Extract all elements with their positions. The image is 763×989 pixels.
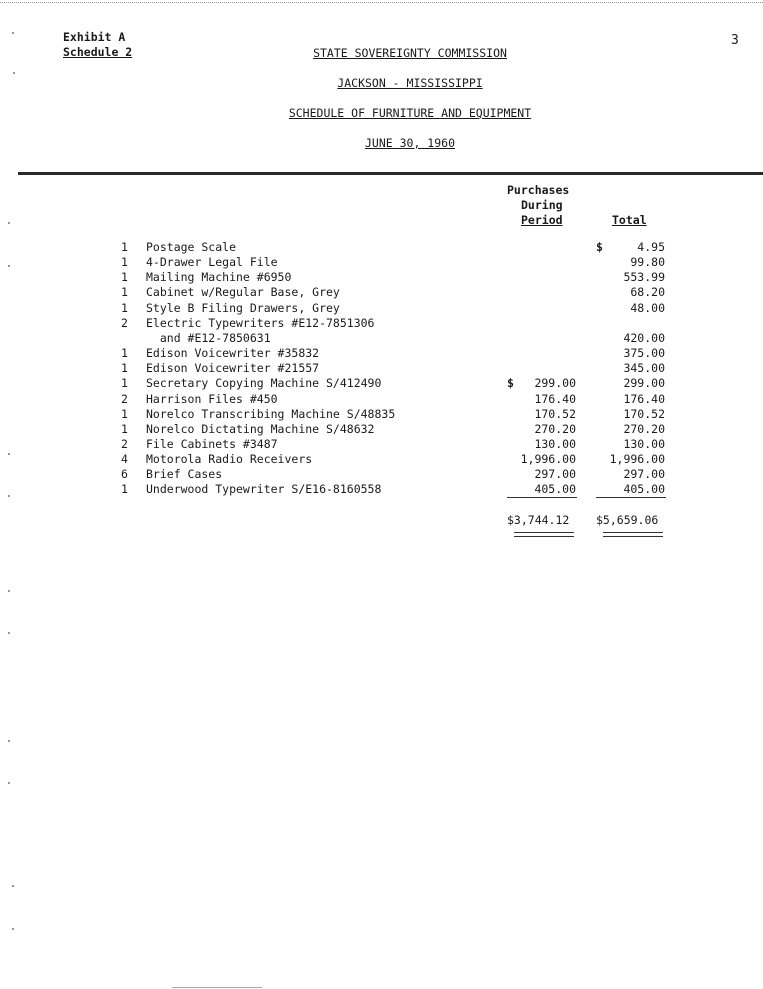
item-purchases: 130.00	[534, 436, 576, 451]
table-row	[0, 285, 763, 300]
item-qty: 1	[121, 482, 128, 497]
table-row	[0, 392, 763, 407]
schedule-title: SCHEDULE OF FURNITURE AND EQUIPMENT	[288, 106, 532, 120]
total-double-rule	[603, 532, 663, 537]
purchases-double-rule	[514, 532, 574, 537]
table-row	[0, 331, 763, 346]
scan-speck	[8, 632, 10, 634]
item-purchases: 299.00	[534, 376, 576, 391]
table-row	[0, 467, 763, 482]
table-row	[0, 346, 763, 361]
scan-speck	[8, 782, 10, 784]
item-qty: 2	[121, 391, 128, 406]
item-qty: 2	[121, 436, 128, 451]
table-row	[0, 482, 763, 497]
table-row	[0, 270, 763, 285]
item-description: Brief Cases	[146, 467, 223, 482]
exhibit-label: Exhibit A	[63, 30, 126, 44]
item-description: Edison Voicewriter #35832	[146, 346, 320, 361]
total-dollar-sign: $	[596, 240, 603, 254]
item-qty: 1	[121, 346, 128, 361]
item-qty: 1	[121, 300, 128, 315]
item-purchases: 1,996.00	[520, 452, 576, 467]
purchases-grand-total: $3,744.12	[507, 513, 570, 527]
page-number: 3	[731, 33, 739, 48]
table-row	[0, 422, 763, 437]
item-qty: 1	[121, 270, 128, 285]
scan-speck	[8, 740, 10, 742]
item-qty: 1	[121, 361, 128, 376]
table-row	[0, 316, 763, 331]
purchases-dollar-sign: $	[507, 376, 514, 391]
item-total: 553.99	[623, 270, 665, 285]
item-qty: 1	[121, 376, 128, 391]
table-row	[0, 240, 763, 255]
scan-speck	[8, 265, 10, 267]
item-description: Underwood Typewriter S/E16-8160558	[146, 482, 382, 497]
table-row	[0, 437, 763, 452]
scan-speck	[8, 222, 10, 224]
item-purchases: 176.40	[534, 391, 576, 406]
item-total: 270.20	[623, 421, 665, 436]
item-qty: 1	[121, 406, 128, 421]
table-row	[0, 301, 763, 316]
table-row	[0, 361, 763, 376]
item-total: 99.80	[630, 255, 665, 270]
scan-speck	[12, 928, 14, 930]
item-total: 405.00	[623, 482, 665, 497]
item-description: Norelco Dictating Machine S/48632	[146, 421, 375, 436]
item-qty: 4	[121, 452, 128, 467]
total-underline	[596, 497, 666, 498]
col-purchases-line2: During	[521, 198, 563, 212]
item-qty: 1	[121, 240, 128, 254]
item-total: 420.00	[623, 330, 665, 345]
item-qty: 1	[121, 421, 128, 436]
item-description: Harrison Files #450	[146, 391, 278, 406]
item-purchases: 405.00	[534, 482, 576, 497]
location-heading: JACKSON - MISSISSIPPI	[337, 76, 483, 90]
item-description: Electric Typewriters #E12-7851306	[146, 315, 375, 330]
scan-speck	[8, 590, 10, 592]
item-total: 176.40	[623, 391, 665, 406]
item-total: 4.95	[637, 240, 665, 254]
item-description: Motorola Radio Receivers	[146, 452, 313, 467]
item-total: 130.00	[623, 436, 665, 451]
item-qty: 1	[121, 255, 128, 270]
table-row	[0, 376, 763, 391]
col-total: Total	[612, 213, 647, 227]
item-description: 4-Drawer Legal File	[146, 255, 278, 270]
bottom-mark	[172, 987, 262, 988]
schedule-date: JUNE 30, 1960	[364, 136, 455, 150]
item-description: Mailing Machine #6950	[146, 270, 292, 285]
item-description: Style B Filing Drawers, Grey	[146, 300, 340, 315]
item-description: Norelco Transcribing Machine S/48835	[146, 406, 396, 421]
item-total: 345.00	[623, 361, 665, 376]
item-description: and #E12-7850631	[146, 330, 271, 345]
org-heading: STATE SOVEREIGNTY COMMISSION	[313, 46, 507, 60]
item-description: File Cabinets #3487	[146, 436, 278, 451]
item-purchases: 297.00	[534, 467, 576, 482]
item-description: Cabinet w/Regular Base, Grey	[146, 285, 340, 300]
scan-speck	[12, 32, 14, 34]
table-row	[0, 452, 763, 467]
item-total: 68.20	[630, 285, 665, 300]
header-rule	[18, 172, 763, 175]
item-total: 375.00	[623, 346, 665, 361]
table-row	[0, 407, 763, 422]
top-border	[0, 2, 763, 3]
item-total: 48.00	[630, 300, 665, 315]
scan-speck	[8, 453, 10, 455]
item-total: 170.52	[623, 406, 665, 421]
item-qty: 6	[121, 467, 128, 482]
scan-speck	[12, 885, 14, 887]
item-qty: 2	[121, 315, 128, 330]
col-purchases-line3: Period	[521, 213, 563, 227]
schedule-label: Schedule 2	[63, 45, 133, 59]
item-qty: 1	[121, 285, 128, 300]
item-total: 299.00	[623, 376, 665, 391]
scan-speck	[8, 495, 10, 497]
table-row	[0, 255, 763, 270]
item-total: 1,996.00	[609, 452, 665, 467]
item-description: Postage Scale	[146, 240, 237, 254]
item-description: Edison Voicewriter #21557	[146, 361, 320, 376]
col-purchases-line1: Purchases	[507, 183, 570, 197]
item-description: Secretary Copying Machine S/412490	[146, 376, 382, 391]
purchases-underline	[507, 497, 577, 498]
item-purchases: 270.20	[534, 421, 576, 436]
grand-total: $5,659.06	[596, 513, 659, 527]
item-total: 297.00	[623, 467, 665, 482]
item-purchases: 170.52	[534, 406, 576, 421]
scan-speck	[13, 72, 15, 74]
